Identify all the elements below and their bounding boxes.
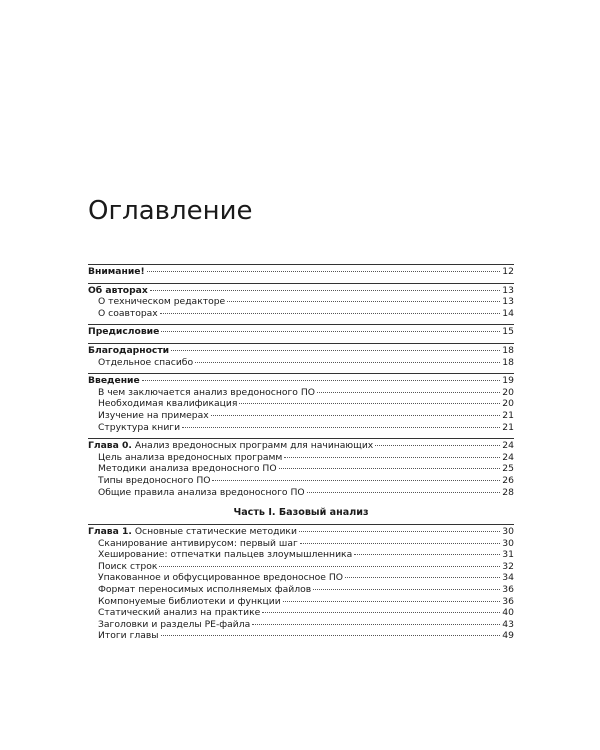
dot-leader [159, 566, 500, 567]
toc-entry-page: 20 [502, 386, 514, 398]
toc-entry[interactable] [88, 326, 514, 338]
toc-entry-title: В чем заключается анализ вредоносного ПО [98, 386, 315, 398]
toc-entry-title: О соавторах [98, 307, 158, 319]
dot-leader [160, 313, 500, 314]
toc-entry-page: 19 [502, 375, 514, 387]
dot-leader [239, 403, 500, 404]
toc-entry-title: Заголовки и разделы PE-файла [98, 618, 251, 630]
dot-leader [211, 415, 500, 416]
toc-entry-title: Сканирование антивирусом: первый шаг [98, 537, 298, 549]
toc-entry-page: 49 [502, 630, 514, 642]
toc-entry-title: Об авторах [88, 284, 148, 296]
toc-entry-title: Цель анализа вредоносных программ [98, 451, 283, 463]
dot-leader [171, 350, 500, 351]
toc-chapter-heading [88, 526, 297, 538]
toc-entry[interactable] [88, 375, 514, 387]
dot-leader [262, 612, 500, 613]
toc-entry-page: 25 [502, 463, 514, 475]
toc-entry-page: 21 [502, 421, 514, 433]
toc-entry-title: О техническом редакторе [98, 296, 226, 308]
toc-entry-title: Статический анализ на практике [98, 607, 261, 619]
dot-leader [195, 362, 500, 363]
toc-section [88, 343, 514, 368]
dot-leader [142, 380, 500, 381]
toc-entry-page: 30 [502, 537, 514, 549]
toc-entry-title: Благодарности [88, 344, 170, 356]
chapter-label: Глава 0. [88, 440, 132, 452]
toc-section [88, 438, 514, 498]
dot-leader [375, 445, 500, 446]
toc-entry-title: Методики анализа вредоносного ПО [98, 463, 277, 475]
toc-entry-title: Поиск строк [98, 560, 158, 572]
toc-entry-title: Компонуемые библиотеки и функции [98, 595, 281, 607]
toc-entry-title: Формат переносимых исполняемых файлов [98, 584, 312, 596]
toc-subentry[interactable] [88, 475, 514, 487]
dot-leader [317, 392, 500, 393]
toc-entry[interactable] [88, 345, 514, 357]
toc-entry-page: 30 [502, 526, 514, 538]
toc-entry-title: Анализ вредоносных программ для начинающих [134, 440, 374, 452]
toc-section [88, 373, 514, 433]
toc-entry-page: 26 [502, 474, 514, 486]
toc-subentry[interactable] [88, 619, 514, 631]
toc-entry-page: 32 [502, 560, 514, 572]
toc-entry-title: Общие правила анализа вредоносного ПО [98, 486, 305, 498]
toc-entry-page: 43 [502, 618, 514, 630]
toc-entry-page: 18 [502, 356, 514, 368]
toc-entry-page: 20 [502, 398, 514, 410]
toc-entry-title: Изучение на примерах [98, 409, 209, 421]
toc-section [88, 524, 514, 642]
dot-leader [313, 589, 500, 590]
toc-subentry[interactable] [88, 398, 514, 410]
toc-subentry[interactable] [88, 387, 514, 399]
toc-section [88, 283, 514, 320]
toc-subentry[interactable] [88, 452, 514, 464]
toc-subentry[interactable] [88, 296, 514, 308]
dot-leader [147, 271, 500, 272]
toc-subentry[interactable] [88, 630, 514, 642]
toc-section [88, 264, 514, 278]
toc-entry-page: 15 [502, 326, 514, 338]
dot-leader [150, 290, 500, 291]
dot-leader [161, 635, 500, 636]
dot-leader [345, 577, 500, 578]
dot-leader [279, 468, 500, 469]
toc-entry-page: 18 [502, 344, 514, 356]
dot-leader [354, 554, 500, 555]
toc-entry-page: 13 [502, 284, 514, 296]
toc-subentry[interactable] [88, 584, 514, 596]
dot-leader [227, 301, 500, 302]
toc-subentry[interactable] [88, 308, 514, 320]
toc-subentry[interactable] [88, 572, 514, 584]
toc-entry-title: Итоги главы [98, 630, 159, 642]
toc-entry[interactable] [88, 285, 514, 297]
toc-entry[interactable] [88, 526, 514, 538]
dot-leader [307, 492, 500, 493]
dot-leader [284, 457, 500, 458]
toc-subentry[interactable] [88, 357, 514, 369]
toc-entry-page: 14 [502, 307, 514, 319]
dot-leader [299, 531, 500, 532]
toc-entry-title: Упакованное и обфусцированное вредоносное ПО [98, 572, 344, 584]
toc-entry-page: 24 [502, 440, 514, 452]
toc-subentry[interactable] [88, 422, 514, 434]
dot-leader [182, 427, 500, 428]
toc-subentry[interactable] [88, 487, 514, 499]
dot-leader [212, 480, 500, 481]
toc-entry-title: Внимание! [88, 266, 145, 277]
toc-entry-title: Необходимая квалификация [98, 398, 238, 410]
toc-section [88, 324, 514, 338]
toc-subentry[interactable] [88, 463, 514, 475]
dot-leader [161, 331, 500, 332]
part-heading: Часть I. Базовый анализ [233, 507, 369, 519]
toc-entry[interactable] [88, 266, 514, 278]
chapter-label: Глава 1. [88, 526, 132, 538]
table-of-contents [88, 264, 514, 647]
toc-subentry[interactable] [88, 538, 514, 550]
toc-entry-page: 40 [502, 607, 514, 619]
toc-subentry[interactable] [88, 561, 514, 573]
toc-entry-page: 24 [502, 451, 514, 463]
toc-entry-page: 12 [502, 266, 514, 277]
toc-entry-title: Предисловие [88, 326, 160, 338]
toc-entry-page: 36 [502, 584, 514, 596]
toc-entry-title: Отдельное спасибо [98, 356, 194, 368]
toc-chapter-heading [88, 440, 373, 452]
toc-entry-title: Хеширование: отпечатки пальцев злоумышленника [98, 549, 353, 561]
toc-entry-title: Типы вредоносного ПО [98, 474, 211, 486]
toc-entry-page: 36 [502, 595, 514, 607]
dot-leader [252, 624, 500, 625]
dot-leader [283, 601, 500, 602]
toc-entry-title: Введение [88, 375, 140, 387]
toc-entry-title: Основные статические методики [134, 526, 297, 538]
toc-entry-page: 34 [502, 572, 514, 584]
toc-subentry[interactable] [88, 410, 514, 422]
toc-entry-page: 31 [502, 549, 514, 561]
toc-subentry[interactable] [88, 596, 514, 608]
toc-entry[interactable] [88, 440, 514, 452]
toc-entry-page: 21 [502, 409, 514, 421]
page-title: Оглавление [88, 196, 253, 226]
toc-entry-page: 13 [502, 296, 514, 308]
toc-entry-page: 28 [502, 486, 514, 498]
toc-entry-title: Структура книги [98, 421, 181, 433]
toc-subentry[interactable] [88, 549, 514, 561]
toc-subentry[interactable] [88, 607, 514, 619]
dot-leader [300, 543, 500, 544]
